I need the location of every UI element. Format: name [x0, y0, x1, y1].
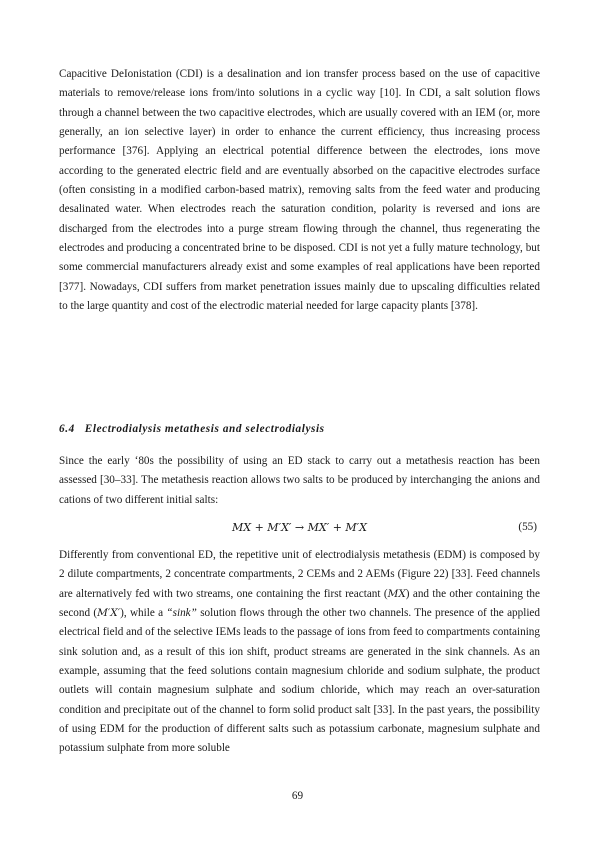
equation-55 — [59, 520, 540, 540]
equation-expression: MX + M′X′ → MX′ + M′X — [232, 521, 367, 534]
edm-paragraph — [59, 546, 540, 759]
math-mx-prime: M′X′ — [97, 607, 121, 620]
math-mx: MX — [387, 587, 406, 600]
edm-text-1: Differently from conventional ED, the repetitive unit of electrodialysis metathesis (EDM) is composed by 2 dilute compartments, 2 concentrate compartments, 2 CEMs and 2 AEMs (Figure 22) [33]. Feed channels are alternatively fed with two streams, one containing the first reactant ( — [59, 549, 540, 600]
section-number: 6.4 — [59, 423, 75, 435]
equation-number: (55) — [518, 521, 537, 533]
edm-text-3: ), while a — [120, 607, 167, 620]
metathesis-intro-paragraph: Since the early ‘80s the possibility of using an ED stack to carry out a metathesis reaction has been assessed [30–33]. The metathesis reaction allows two salts to be produced by interchanging the anions and cations of two different initial salts: — [59, 455, 540, 506]
section-title: Electrodialysis metathesis and selectrodialysis — [84, 423, 325, 435]
sink-term: “sink” — [166, 607, 197, 620]
section-heading — [59, 423, 325, 435]
edm-text-2: ) and the other containing the second ( — [59, 587, 540, 620]
cdi-paragraph: Capacitive DeIonistation (CDI) is a desalination and ion transfer process based on the use of capacitive materials to remove/release ions from/into solutions in a cyclic way [10]. In CDI, a salt solution flows through a channel between the two capacitive electrodes, which are usually covered with an IEM (or, more generally, an ion selective layer) in order to enhance the current efficiency, thus increasing process performance [376]. Applying an electrical potential difference between the electrodes, ions move according to the generated electric field and are eventually absorbed on the capacitive electrodes surface (often consisting in a modified carbon-based matrix), removing salts from the feed water and producing desalinated water. When electrodes reach the saturation condition, polarity is reversed and ions are discharged from the electrodes into a purge stream flowing through the channel, thus regenerating the electrodes and producing a concentrated brine to be disposed. CDI is not yet a fully mature technology, but some commercial manufacturers already exist and some examples of real applications have been reported [377]. Nowadays, CDI suffers from market penetration issues mainly due to upscaling difficulties related to the large quantity and cost of the electrodic material needed for large capacity plants [378]. — [59, 68, 540, 313]
page-number: 69 — [291, 790, 304, 802]
edm-text-4: solution flows through the other two channels. The presence of the applied electrical field and of the selective IEMs leads to the passage of ions from feed to compartments containing sink solution and, as a result of this ion shift, product streams are generated in the sink channels. As an example, assuming that the feed solutions contain magnesium chloride and sodium sulphate, the product outlets will contain magnesium sulphate and sodium chloride, which may reach an over-saturation condition and precipitate out of the channel to form solid product salt [33]. In the past years, the possibility of using EDM for the production of different salts such as potassium carbonate, magnesium sulphate and potassium sulphate from more soluble — [59, 607, 540, 755]
